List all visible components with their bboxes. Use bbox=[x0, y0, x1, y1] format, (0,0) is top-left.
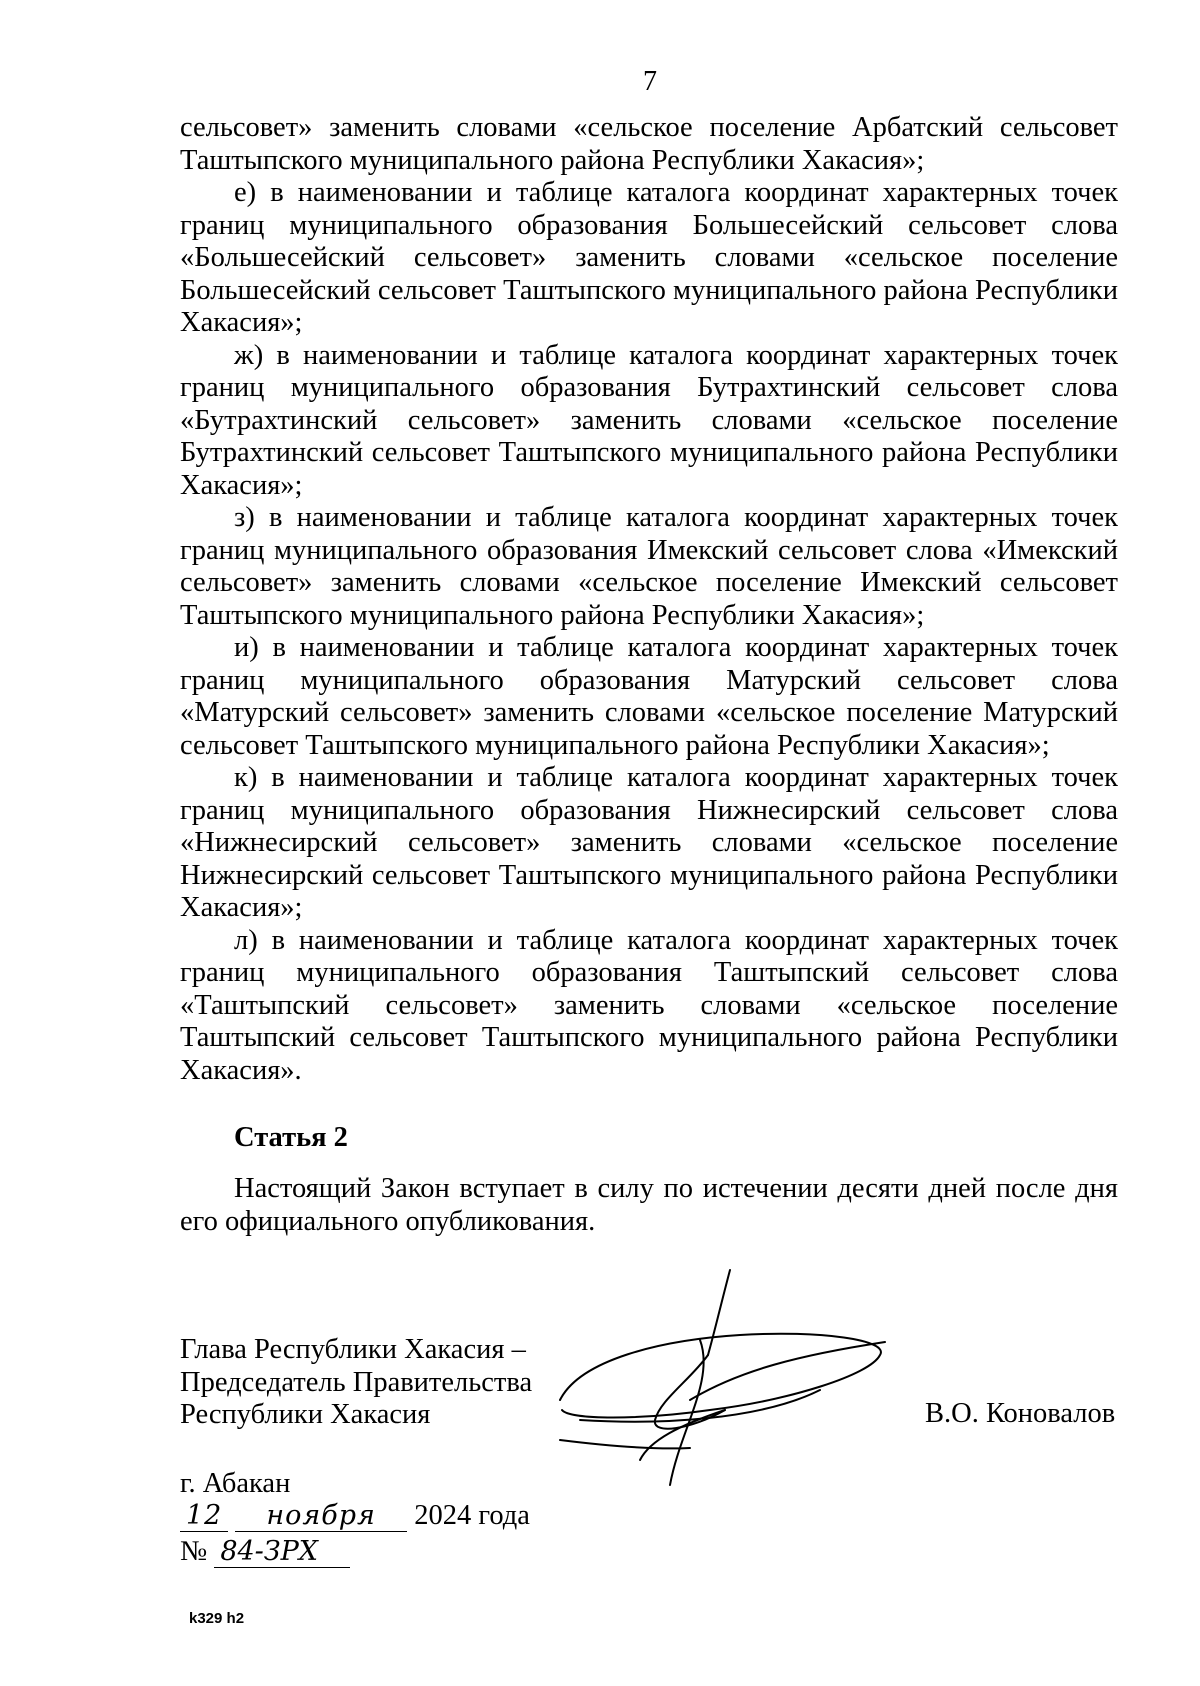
signer-name: В.О. Коновалов bbox=[925, 1398, 1116, 1429]
paragraph-item-i: и) в наименовании и таблице каталога координат характерных точек границ муниципального образования Матурский сельсовет слова «Матурский сельсовет» заменить словами «сельское поселение Матурский сельсовет Таштыпского муниципального района Республики Хакасия»; bbox=[180, 632, 1118, 761]
handwritten-month: ноября bbox=[235, 1500, 407, 1532]
signatory-title bbox=[180, 1334, 532, 1432]
paragraph-item-e: е) в наименовании и таблице каталога координат характерных точек границ муниципального образования Большесейский сельсовет слова «Большесейский сельсовет» заменить словами «сельское поселение Большесейский сельсовет Таштыпского муниципального района Республики Хакасия»; bbox=[180, 177, 1118, 338]
article-heading: Статья 2 bbox=[234, 1122, 348, 1153]
handwritten-signature bbox=[540, 1260, 900, 1500]
paragraph-continuation: сельсовет» заменить словами «сельское поселение Арбатский сельсовет Таштыпского муниципального района Республики Хакасия»; bbox=[180, 112, 1118, 176]
document-code: k329 h2 bbox=[189, 1610, 245, 1627]
paragraph-item-k: к) в наименовании и таблице каталога координат характерных точек границ муниципального образования Нижнесирский сельсовет слова «Нижнесирский сельсовет» заменить словами «сельское поселение Нижнесирский сельсовет Таштыпского муниципального района Республики Хакасия»; bbox=[180, 762, 1118, 923]
issue-year: 2024 года bbox=[414, 1500, 530, 1531]
article-text: Настоящий Закон вступает в силу по истечении десяти дней после дня его официального опубликования. bbox=[180, 1173, 1118, 1237]
page-number: 7 bbox=[643, 66, 657, 97]
paragraph-item-z: з) в наименовании и таблице каталога координат характерных точек границ муниципального образования Имекский сельсовет слова «Имекский сельсовет» заменить словами «сельское поселение Имекский сельсовет Таштыпского муниципального района Республики Хакасия»; bbox=[180, 502, 1118, 631]
signatory-title-line: Председатель Правительства bbox=[180, 1366, 533, 1398]
number-label: № bbox=[180, 1536, 208, 1567]
handwritten-number: 84-ЗРХ bbox=[214, 1536, 350, 1568]
signatory-title-line: Глава Республики Хакасия – bbox=[180, 1334, 526, 1365]
law-number bbox=[180, 1536, 350, 1568]
signatory-title-line: Республики Хакасия bbox=[180, 1399, 431, 1430]
handwritten-day: 12 bbox=[180, 1500, 228, 1532]
law-amendments-text bbox=[180, 112, 1118, 1087]
paragraph-item-l: л) в наименовании и таблице каталога координат характерных точек границ муниципального образования Таштыпский сельсовет слова «Таштыпский сельсовет» заменить словами «сельское поселение Таштыпский сельсовет Таштыпского муниципального района Республики Хакасия». bbox=[180, 924, 1118, 1086]
issue-date bbox=[180, 1500, 530, 1532]
city: г. Абакан bbox=[180, 1468, 291, 1499]
paragraph-item-zh: ж) в наименовании и таблице каталога координат характерных точек границ муниципального образования Бутрахтинский сельсовет слова «Бутрахтинский сельсовет» заменить словами «сельское поселение Бутрахтинский сельсовет Таштыпского муниципального района Республики Хакасия»; bbox=[180, 339, 1118, 501]
